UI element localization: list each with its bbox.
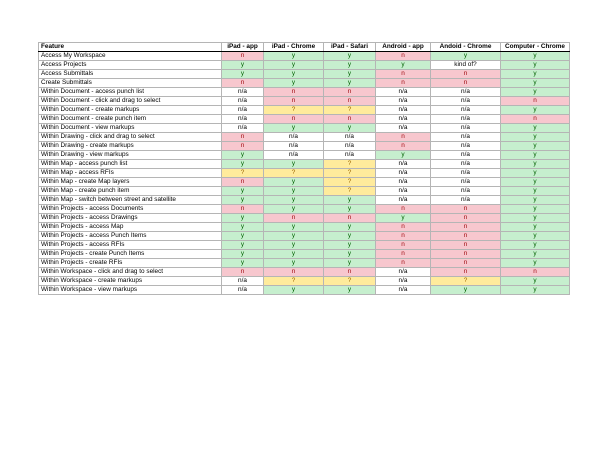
table-row bbox=[39, 268, 570, 277]
support-cell[interactable]: y bbox=[222, 241, 264, 250]
support-cell[interactable]: y bbox=[264, 124, 324, 133]
support-cell[interactable]: ? bbox=[324, 277, 376, 286]
support-cell[interactable]: n bbox=[222, 142, 264, 151]
support-cell[interactable]: n/a bbox=[431, 124, 501, 133]
support-cell[interactable]: y bbox=[264, 250, 324, 259]
feature-cell[interactable]: Within Workspace - create markups bbox=[39, 277, 222, 286]
support-cell[interactable]: n/a bbox=[324, 142, 376, 151]
support-cell[interactable]: n/a bbox=[376, 286, 431, 295]
support-cell[interactable]: y bbox=[501, 106, 570, 115]
support-cell[interactable]: y bbox=[264, 196, 324, 205]
support-cell[interactable]: n bbox=[431, 268, 501, 277]
table-row bbox=[39, 115, 570, 124]
support-cell[interactable]: y bbox=[264, 205, 324, 214]
table-row bbox=[39, 133, 570, 142]
support-cell[interactable]: n/a bbox=[264, 133, 324, 142]
table-row bbox=[39, 52, 570, 61]
support-cell[interactable]: y bbox=[222, 250, 264, 259]
feature-cell[interactable]: Access Projects bbox=[39, 61, 222, 70]
support-cell[interactable]: n bbox=[501, 268, 570, 277]
support-cell[interactable]: n bbox=[264, 115, 324, 124]
support-cell[interactable]: y bbox=[264, 61, 324, 70]
support-cell[interactable]: n bbox=[324, 88, 376, 97]
support-cell[interactable]: n bbox=[264, 88, 324, 97]
feature-support-table bbox=[38, 42, 570, 295]
table-row bbox=[39, 88, 570, 97]
support-cell[interactable]: y bbox=[222, 223, 264, 232]
support-cell[interactable]: n/a bbox=[222, 115, 264, 124]
support-cell[interactable]: n/a bbox=[376, 187, 431, 196]
feature-cell[interactable]: Within Document - view markups bbox=[39, 124, 222, 133]
feature-cell[interactable]: Within Projects - access RFIs bbox=[39, 241, 222, 250]
support-cell[interactable]: n/a bbox=[431, 142, 501, 151]
feature-cell[interactable]: Within Drawing - click and drag to select bbox=[39, 133, 222, 142]
support-cell[interactable]: n/a bbox=[376, 178, 431, 187]
support-cell[interactable]: n/a bbox=[431, 178, 501, 187]
support-cell[interactable]: n/a bbox=[222, 124, 264, 133]
support-cell[interactable]: y bbox=[324, 61, 376, 70]
support-cell[interactable]: y bbox=[222, 232, 264, 241]
support-cell[interactable]: y bbox=[324, 241, 376, 250]
support-cell[interactable]: n/a bbox=[431, 115, 501, 124]
support-cell[interactable]: n bbox=[222, 133, 264, 142]
support-cell[interactable]: y bbox=[376, 151, 431, 160]
support-cell[interactable]: n bbox=[431, 214, 501, 223]
support-cell[interactable]: n/a bbox=[376, 124, 431, 133]
support-cell[interactable]: n bbox=[222, 52, 264, 61]
support-cell[interactable]: n bbox=[222, 268, 264, 277]
support-cell[interactable]: n/a bbox=[222, 277, 264, 286]
support-cell[interactable]: y bbox=[222, 160, 264, 169]
support-cell[interactable]: y bbox=[501, 124, 570, 133]
support-cell[interactable]: y bbox=[431, 286, 501, 295]
column-header-ipad-chrome[interactable]: iPad - Chrome bbox=[264, 43, 324, 52]
feature-cell[interactable]: Access My Workspace bbox=[39, 52, 222, 61]
feature-cell[interactable]: Within Projects - access Punch Items bbox=[39, 232, 222, 241]
feature-cell[interactable]: Within Drawing - create markups bbox=[39, 142, 222, 151]
support-cell[interactable]: y bbox=[501, 259, 570, 268]
support-cell[interactable]: n bbox=[264, 214, 324, 223]
feature-cell[interactable]: Within Projects - create RFIs bbox=[39, 259, 222, 268]
column-header-ipad-app[interactable]: iPad - app bbox=[222, 43, 264, 52]
support-cell[interactable]: n bbox=[431, 250, 501, 259]
support-cell[interactable]: y bbox=[264, 79, 324, 88]
support-cell[interactable]: y bbox=[264, 223, 324, 232]
support-cell[interactable]: n bbox=[431, 232, 501, 241]
support-cell[interactable]: n bbox=[431, 223, 501, 232]
support-cell[interactable]: y bbox=[376, 214, 431, 223]
support-cell[interactable]: y bbox=[324, 232, 376, 241]
support-cell[interactable]: ? bbox=[264, 277, 324, 286]
support-cell[interactable]: n bbox=[376, 250, 431, 259]
support-cell[interactable]: ? bbox=[324, 106, 376, 115]
table-row bbox=[39, 61, 570, 70]
feature-cell[interactable]: Within Map - create punch item bbox=[39, 187, 222, 196]
support-cell[interactable]: y bbox=[324, 205, 376, 214]
support-cell[interactable]: y bbox=[501, 79, 570, 88]
support-cell[interactable]: ? bbox=[264, 169, 324, 178]
support-cell[interactable]: y bbox=[264, 232, 324, 241]
support-cell[interactable]: y bbox=[501, 52, 570, 61]
feature-cell[interactable]: Within Document - create markups bbox=[39, 106, 222, 115]
support-cell[interactable]: y bbox=[501, 142, 570, 151]
support-cell[interactable]: n bbox=[376, 70, 431, 79]
support-cell[interactable]: n bbox=[324, 115, 376, 124]
support-cell[interactable]: n bbox=[376, 232, 431, 241]
table-row bbox=[39, 196, 570, 205]
support-cell[interactable]: y bbox=[222, 196, 264, 205]
support-cell[interactable]: y bbox=[324, 196, 376, 205]
support-cell[interactable]: y bbox=[264, 187, 324, 196]
support-cell[interactable]: n/a bbox=[376, 97, 431, 106]
support-cell[interactable]: y bbox=[264, 286, 324, 295]
support-cell[interactable]: y bbox=[501, 241, 570, 250]
support-cell[interactable]: n bbox=[324, 97, 376, 106]
support-cell[interactable]: y bbox=[501, 169, 570, 178]
support-cell[interactable]: n/a bbox=[222, 97, 264, 106]
support-cell[interactable]: n bbox=[431, 205, 501, 214]
feature-cell[interactable]: Within Workspace - click and drag to select bbox=[39, 268, 222, 277]
feature-cell[interactable]: Within Map - create Map layers bbox=[39, 178, 222, 187]
support-cell[interactable]: n/a bbox=[431, 97, 501, 106]
support-cell[interactable]: n bbox=[222, 205, 264, 214]
support-cell[interactable]: n/a bbox=[222, 286, 264, 295]
support-cell[interactable]: y bbox=[431, 52, 501, 61]
feature-cell[interactable]: Within Map - access RFIs bbox=[39, 169, 222, 178]
support-cell[interactable]: y bbox=[324, 259, 376, 268]
table-row bbox=[39, 142, 570, 151]
support-cell[interactable]: n bbox=[264, 97, 324, 106]
feature-cell[interactable]: Within Projects - access Drawings bbox=[39, 214, 222, 223]
support-cell[interactable]: n bbox=[431, 79, 501, 88]
support-cell[interactable]: n bbox=[376, 79, 431, 88]
support-cell[interactable]: n/a bbox=[376, 268, 431, 277]
support-cell[interactable]: y bbox=[264, 241, 324, 250]
support-cell[interactable]: n bbox=[431, 259, 501, 268]
support-cell[interactable]: n bbox=[376, 133, 431, 142]
support-cell[interactable]: n bbox=[501, 97, 570, 106]
support-cell[interactable]: ? bbox=[431, 277, 501, 286]
support-cell[interactable]: n/a bbox=[431, 196, 501, 205]
feature-cell[interactable]: Within Document - access punch list bbox=[39, 88, 222, 97]
table-row bbox=[39, 286, 570, 295]
support-cell[interactable]: y bbox=[501, 250, 570, 259]
feature-cell[interactable]: Within Workspace - view markups bbox=[39, 286, 222, 295]
support-cell[interactable]: n/a bbox=[431, 106, 501, 115]
support-cell[interactable]: y bbox=[501, 277, 570, 286]
support-cell[interactable]: y bbox=[501, 88, 570, 97]
support-cell[interactable]: n bbox=[501, 115, 570, 124]
feature-cell[interactable]: Within Document - create punch item bbox=[39, 115, 222, 124]
feature-cell[interactable]: Within Projects - create Punch Items bbox=[39, 250, 222, 259]
table-row bbox=[39, 250, 570, 259]
header-row bbox=[39, 43, 570, 52]
support-cell[interactable]: n/a bbox=[324, 151, 376, 160]
support-cell[interactable]: y bbox=[324, 52, 376, 61]
support-cell[interactable]: n/a bbox=[431, 88, 501, 97]
support-cell[interactable]: y bbox=[324, 286, 376, 295]
table-row bbox=[39, 205, 570, 214]
table-row bbox=[39, 151, 570, 160]
table-row bbox=[39, 124, 570, 133]
support-cell[interactable]: ? bbox=[324, 160, 376, 169]
support-cell[interactable]: ? bbox=[324, 178, 376, 187]
support-cell[interactable]: n/a bbox=[376, 106, 431, 115]
support-cell[interactable]: y bbox=[324, 223, 376, 232]
table-row bbox=[39, 70, 570, 79]
support-cell[interactable]: y bbox=[501, 187, 570, 196]
support-cell[interactable]: kind of? bbox=[431, 61, 501, 70]
support-cell[interactable]: n bbox=[222, 79, 264, 88]
feature-cell[interactable]: Create Submittals bbox=[39, 79, 222, 88]
support-cell[interactable]: y bbox=[376, 61, 431, 70]
support-cell[interactable]: n bbox=[324, 268, 376, 277]
support-cell[interactable]: y bbox=[264, 259, 324, 268]
support-cell[interactable]: ? bbox=[264, 106, 324, 115]
table-row bbox=[39, 259, 570, 268]
feature-cell[interactable]: Within Drawing - view markups bbox=[39, 151, 222, 160]
support-cell[interactable]: n/a bbox=[431, 169, 501, 178]
support-cell[interactable]: n/a bbox=[324, 133, 376, 142]
table-row bbox=[39, 106, 570, 115]
support-cell[interactable]: y bbox=[501, 178, 570, 187]
feature-cell[interactable]: Within Document - click and drag to select bbox=[39, 97, 222, 106]
support-cell[interactable]: n bbox=[324, 214, 376, 223]
table-row bbox=[39, 169, 570, 178]
support-cell[interactable]: n/a bbox=[264, 151, 324, 160]
column-header-computer-chrome[interactable]: Computer - Chrome bbox=[501, 43, 570, 52]
support-cell[interactable]: y bbox=[324, 79, 376, 88]
support-cell[interactable]: y bbox=[324, 70, 376, 79]
column-header-feature[interactable]: Feature bbox=[39, 43, 222, 52]
support-cell[interactable]: n bbox=[431, 70, 501, 79]
support-cell[interactable]: n/a bbox=[376, 277, 431, 286]
support-cell[interactable]: n bbox=[376, 241, 431, 250]
support-cell[interactable]: y bbox=[501, 61, 570, 70]
table-row bbox=[39, 277, 570, 286]
support-cell[interactable]: y bbox=[324, 124, 376, 133]
table-row bbox=[39, 97, 570, 106]
support-cell[interactable]: n bbox=[222, 178, 264, 187]
support-cell[interactable]: n/a bbox=[431, 160, 501, 169]
support-cell[interactable]: n/a bbox=[431, 133, 501, 142]
table-row bbox=[39, 160, 570, 169]
support-cell[interactable]: n/a bbox=[431, 151, 501, 160]
support-cell[interactable]: y bbox=[501, 286, 570, 295]
support-cell[interactable]: y bbox=[264, 70, 324, 79]
support-cell[interactable]: y bbox=[501, 70, 570, 79]
table-row bbox=[39, 223, 570, 232]
support-cell[interactable]: n/a bbox=[376, 169, 431, 178]
column-header-android-app[interactable]: Android - app bbox=[376, 43, 431, 52]
support-cell[interactable]: y bbox=[324, 250, 376, 259]
support-cell[interactable]: y bbox=[264, 160, 324, 169]
support-cell[interactable]: ? bbox=[222, 169, 264, 178]
support-cell[interactable]: y bbox=[501, 160, 570, 169]
support-cell[interactable]: y bbox=[222, 259, 264, 268]
support-cell[interactable]: n bbox=[376, 52, 431, 61]
support-cell[interactable]: n bbox=[376, 142, 431, 151]
support-cell[interactable]: n/a bbox=[431, 187, 501, 196]
table-row bbox=[39, 241, 570, 250]
support-cell[interactable]: y bbox=[501, 196, 570, 205]
support-cell[interactable]: n/a bbox=[376, 196, 431, 205]
column-header-android-chrome[interactable]: Andoid - Chrome bbox=[431, 43, 501, 52]
support-cell[interactable]: y bbox=[501, 214, 570, 223]
support-cell[interactable]: y bbox=[501, 151, 570, 160]
support-cell[interactable]: y bbox=[222, 187, 264, 196]
support-cell[interactable]: y bbox=[501, 232, 570, 241]
support-cell[interactable]: y bbox=[501, 205, 570, 214]
feature-cell[interactable]: Within Projects - access Documents bbox=[39, 205, 222, 214]
support-cell[interactable]: n bbox=[264, 268, 324, 277]
column-header-ipad-safari[interactable]: iPad - Safari bbox=[324, 43, 376, 52]
support-cell[interactable]: n/a bbox=[376, 115, 431, 124]
support-cell[interactable]: ? bbox=[324, 187, 376, 196]
support-cell[interactable]: y bbox=[222, 151, 264, 160]
table-row bbox=[39, 178, 570, 187]
support-cell[interactable]: n bbox=[376, 205, 431, 214]
table-row bbox=[39, 79, 570, 88]
feature-cell[interactable]: Within Map - access punch list bbox=[39, 160, 222, 169]
support-cell[interactable]: n/a bbox=[376, 88, 431, 97]
support-cell[interactable]: y bbox=[501, 133, 570, 142]
table-row bbox=[39, 232, 570, 241]
support-cell[interactable]: y bbox=[264, 178, 324, 187]
support-cell[interactable]: n bbox=[431, 241, 501, 250]
feature-cell[interactable]: Access Submittals bbox=[39, 70, 222, 79]
support-cell[interactable]: ? bbox=[324, 169, 376, 178]
support-cell[interactable]: n bbox=[376, 223, 431, 232]
support-cell[interactable]: n bbox=[376, 259, 431, 268]
feature-cell[interactable]: Within Map - switch between street and satellite bbox=[39, 196, 222, 205]
support-cell[interactable]: y bbox=[222, 70, 264, 79]
support-cell[interactable]: y bbox=[264, 52, 324, 61]
support-cell[interactable]: y bbox=[501, 223, 570, 232]
feature-cell[interactable]: Within Projects - access Map bbox=[39, 223, 222, 232]
support-cell[interactable]: n/a bbox=[264, 142, 324, 151]
table-row bbox=[39, 214, 570, 223]
support-cell[interactable]: n/a bbox=[376, 160, 431, 169]
support-cell[interactable]: n/a bbox=[222, 88, 264, 97]
support-cell[interactable]: y bbox=[222, 214, 264, 223]
table-row bbox=[39, 187, 570, 196]
support-cell[interactable]: n/a bbox=[222, 106, 264, 115]
support-cell[interactable]: y bbox=[222, 61, 264, 70]
